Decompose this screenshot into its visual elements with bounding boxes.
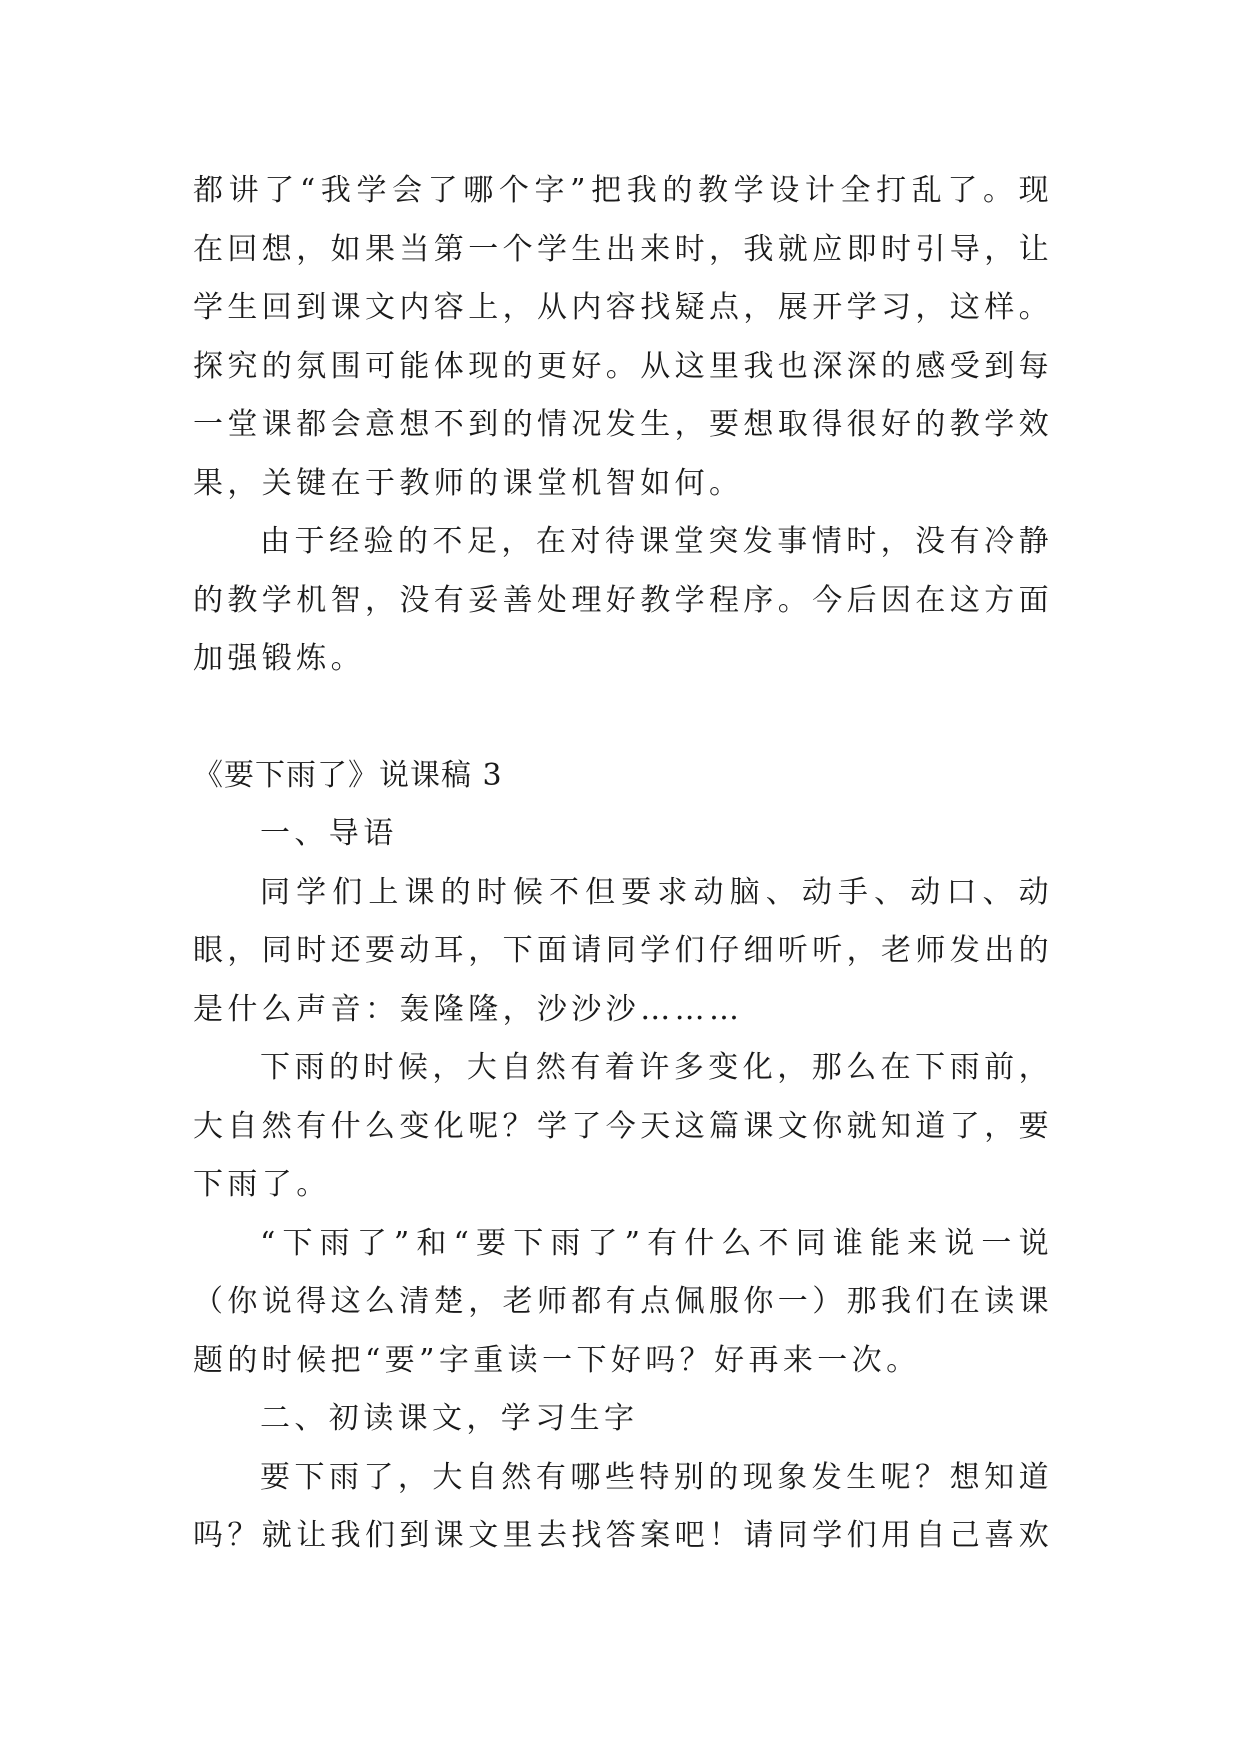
section-spacer — [193, 689, 1053, 747]
section-heading: 二、初读课文，学习生字 — [260, 1401, 639, 1436]
document-body — [193, 162, 1053, 1566]
paragraph: 下雨的时候，大自然有着许多变化，那么在下雨前，大自然有什么变化呢？学了今天这篇课文你就知道了，要下雨了。 — [193, 1050, 1053, 1202]
document-title: 《要下雨了》说课稿 3 — [193, 757, 503, 793]
paragraph: 同学们上课的时候不但要求动脑、动手、动口、动眼，同时还要动耳，下面请同学们仔细听听，老师发出的是什么声音：轰隆隆，沙沙沙……… — [193, 874, 1053, 1027]
section-heading: 一、导语 — [260, 816, 398, 851]
paragraph: 由于经验的不足，在对待课堂突发事情时，没有冷静的教学机智，没有妥善处理好教学程序。今后因在这方面加强锻炼。 — [193, 524, 1053, 676]
paragraph: “下雨了”和“要下雨了”有什么不同谁能来说一说（你说得这么清楚，老师都有点佩服你一）那我们在读课题的时候把“要”字重读一下好吗？好再来一次。 — [193, 1225, 1053, 1378]
paragraph: 都讲了“我学会了哪个字”把我的教学设计全打乱了。现在回想，如果当第一个学生出来时，我就应即时引导，让学生回到课文内容上，从内容找疑点，展开学习，这样。探究的氛围可能体现的更好。从这里我也深深的感受到每一堂课都会意想不到的情况发生，要想取得很好的教学效果，关键在于教师的课堂机智如何。 — [193, 173, 1053, 501]
paragraph: 要下雨了，大自然有哪些特别的现象发生呢？想知道吗？就让我们到课文里去找答案吧！请同学们用自己喜欢 — [193, 1459, 1053, 1553]
